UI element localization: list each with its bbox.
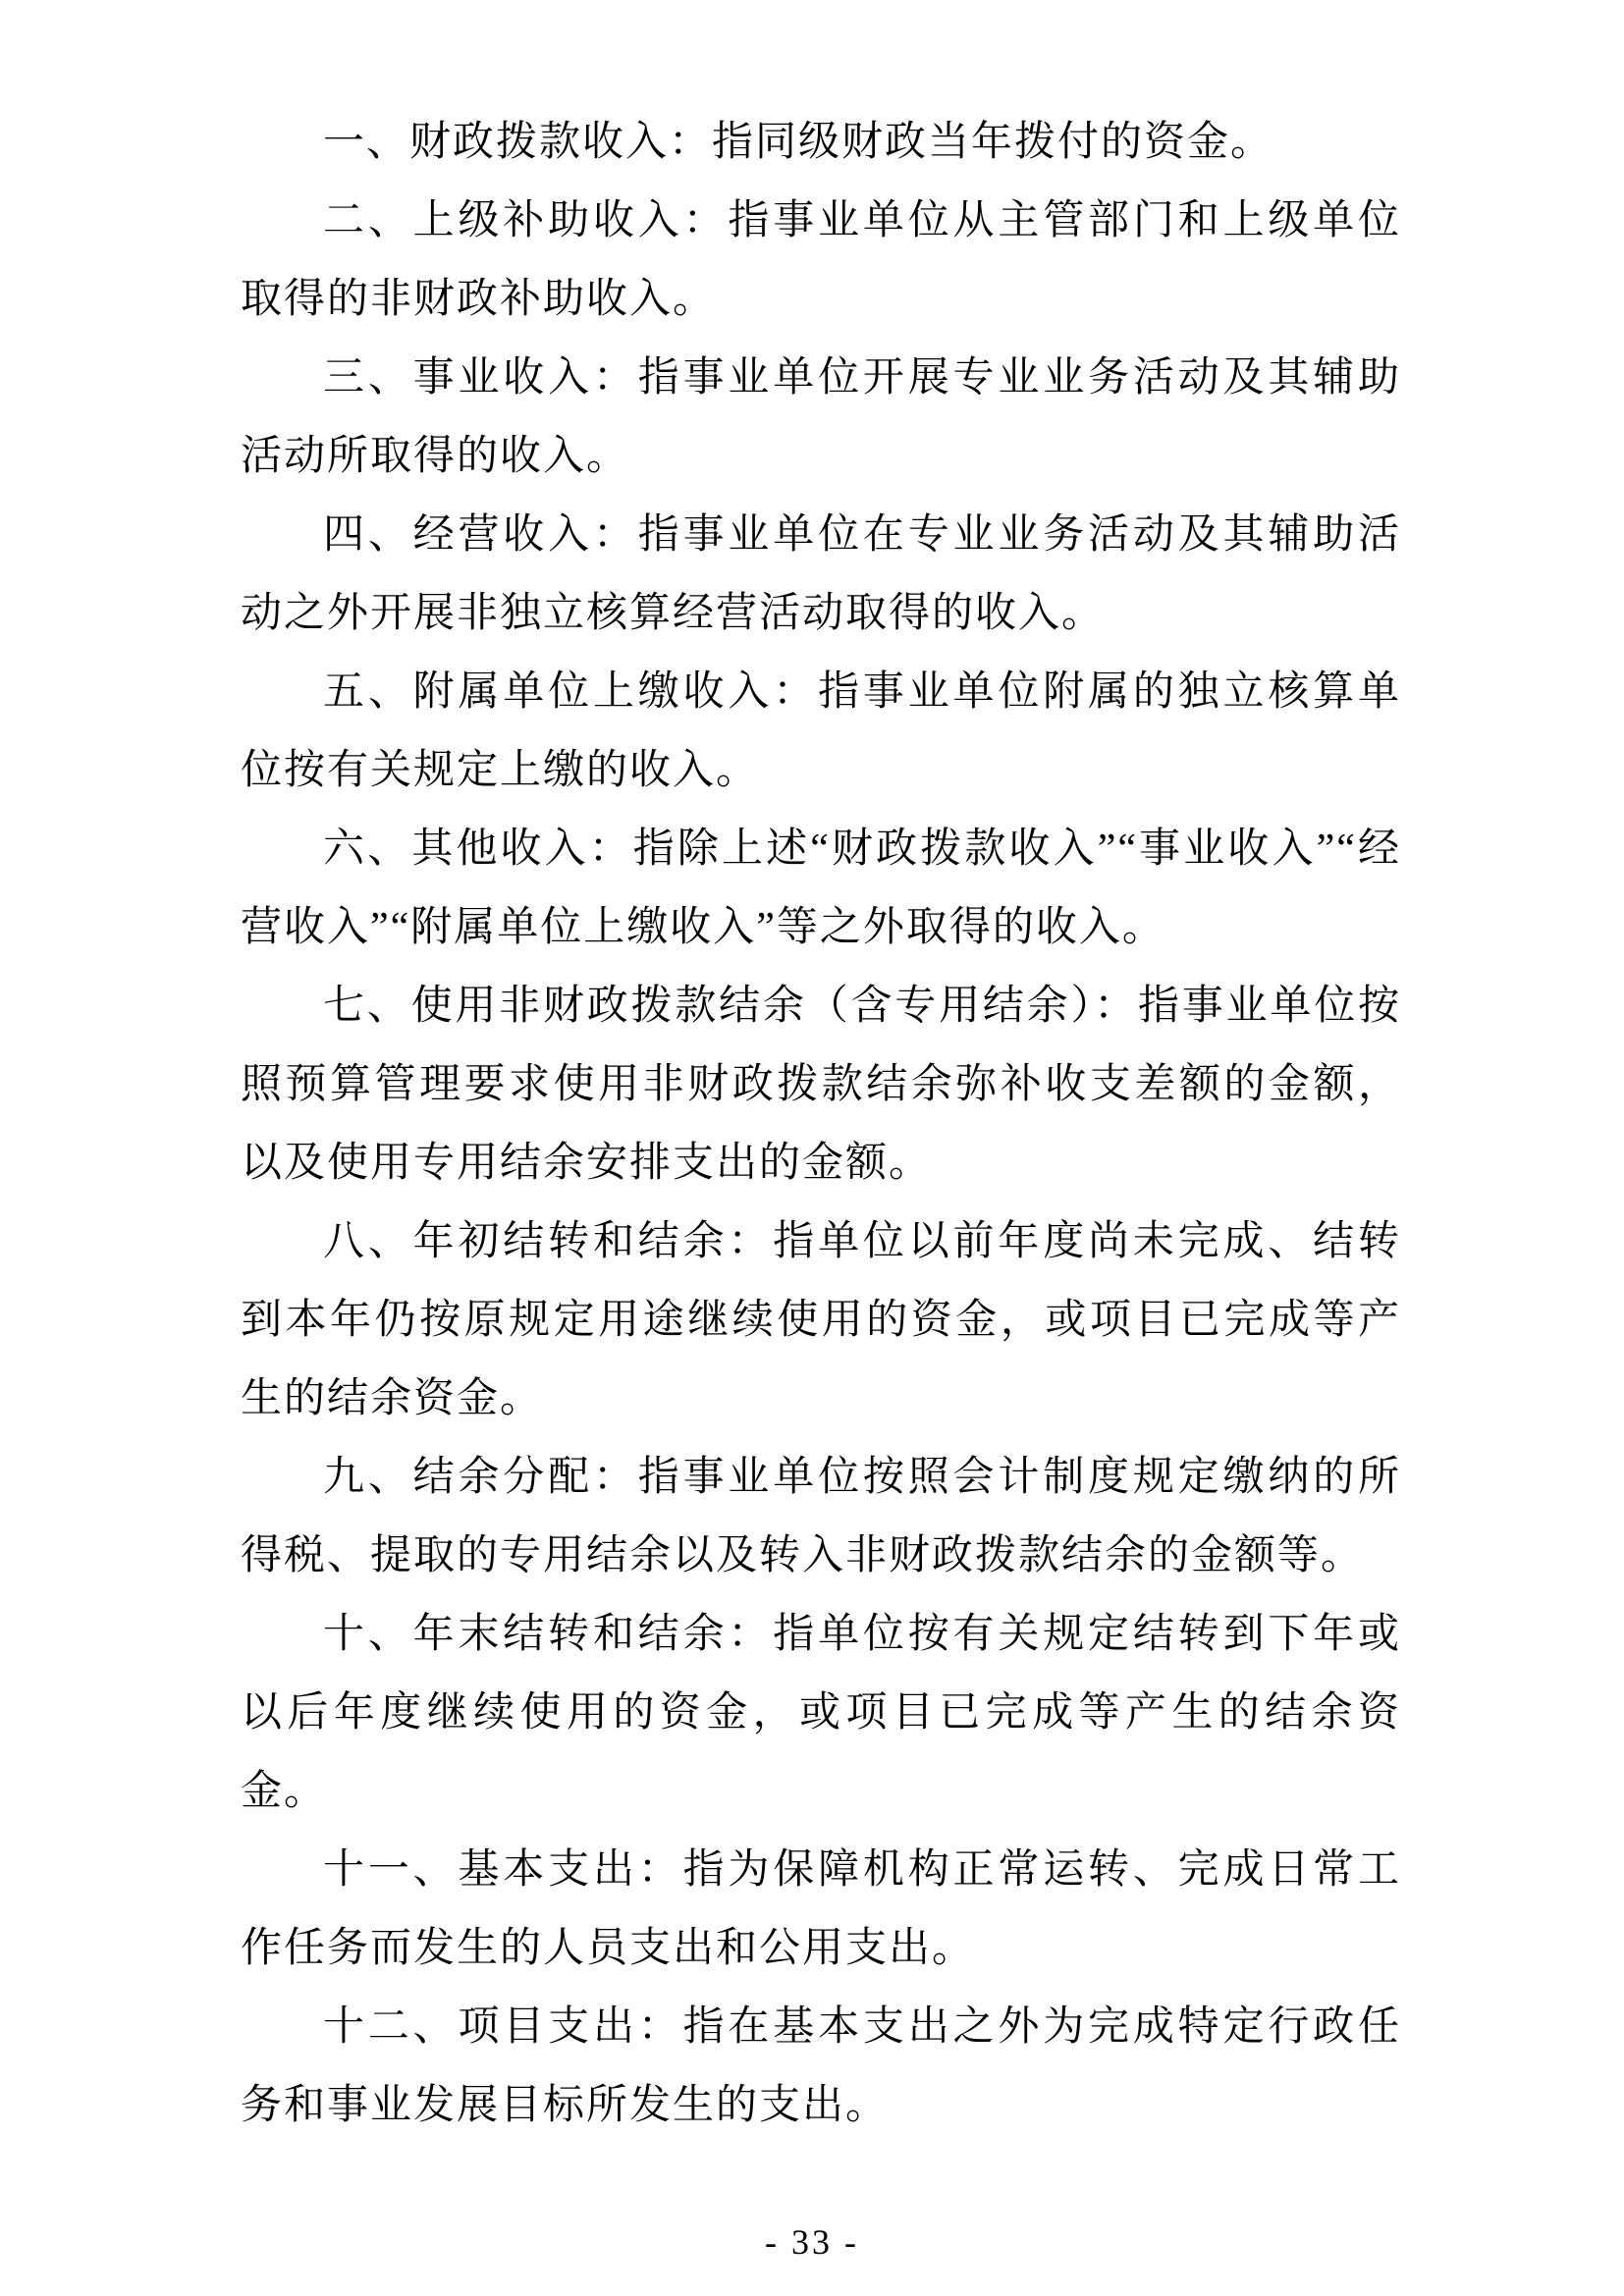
page-footer [0,2220,1624,2264]
page-number: - 33 - [765,2222,859,2262]
definition-paragraph-9: 九、结余分配：指事业单位按照会计制度规定缴纳的所得税、提取的专用结余以及转入非财政拨款结余的金额等。 [241,1455,1401,1578]
definition-paragraph-5: 五、附属单位上缴收入：指事业单位附属的独立核算单位按有关规定上缴的收入。 [241,669,1401,793]
definition-paragraph-4: 四、经营收入：指事业单位在专业业务活动及其辅助活动之外开展非独立核算经营活动取得的收入。 [241,512,1401,636]
definition-paragraph-7: 七、使用非财政拨款结余（含专用结余）：指事业单位按照预算管理要求使用非财政拨款结余弥补收支差额的金额，以及使用专用结余安排支出的金额。 [241,984,1401,1186]
definition-paragraph-3: 三、事业收入：指事业单位开展专业业务活动及其辅助活动所取得的收入。 [241,355,1401,479]
definition-paragraph-6: 六、其他收入：指除上述“财政拨款收入”“事业收入”“经营收入”“附属单位上缴收入”等之外取得的收入。 [241,827,1401,950]
definition-paragraph-11: 十一、基本支出：指为保障机构正常运转、完成日常工作任务而发生的人员支出和公用支出。 [241,1847,1401,1971]
document-body [241,103,1401,2145]
definition-paragraph-12: 十二、项目支出：指在基本支出之外为完成特定行政任务和事业发展目标所发生的支出。 [241,2004,1401,2128]
definition-paragraph-8: 八、年初结转和结余：指单位以前年度尚未完成、结转到本年仍按原规定用途继续使用的资金，或项目已完成等产生的结余资金。 [241,1219,1401,1421]
definition-paragraph-10: 十、年末结转和结余：指单位按有关规定结转到下年或以后年度继续使用的资金，或项目已完成等产生的结余资金。 [241,1612,1401,1814]
definition-paragraph-1: 一、财政拨款收入：指同级财政当年拨付的资金。 [323,120,1274,165]
definition-paragraph-2: 二、上级补助收入：指事业单位从主管部门和上级单位取得的非财政补助收入。 [241,198,1401,322]
